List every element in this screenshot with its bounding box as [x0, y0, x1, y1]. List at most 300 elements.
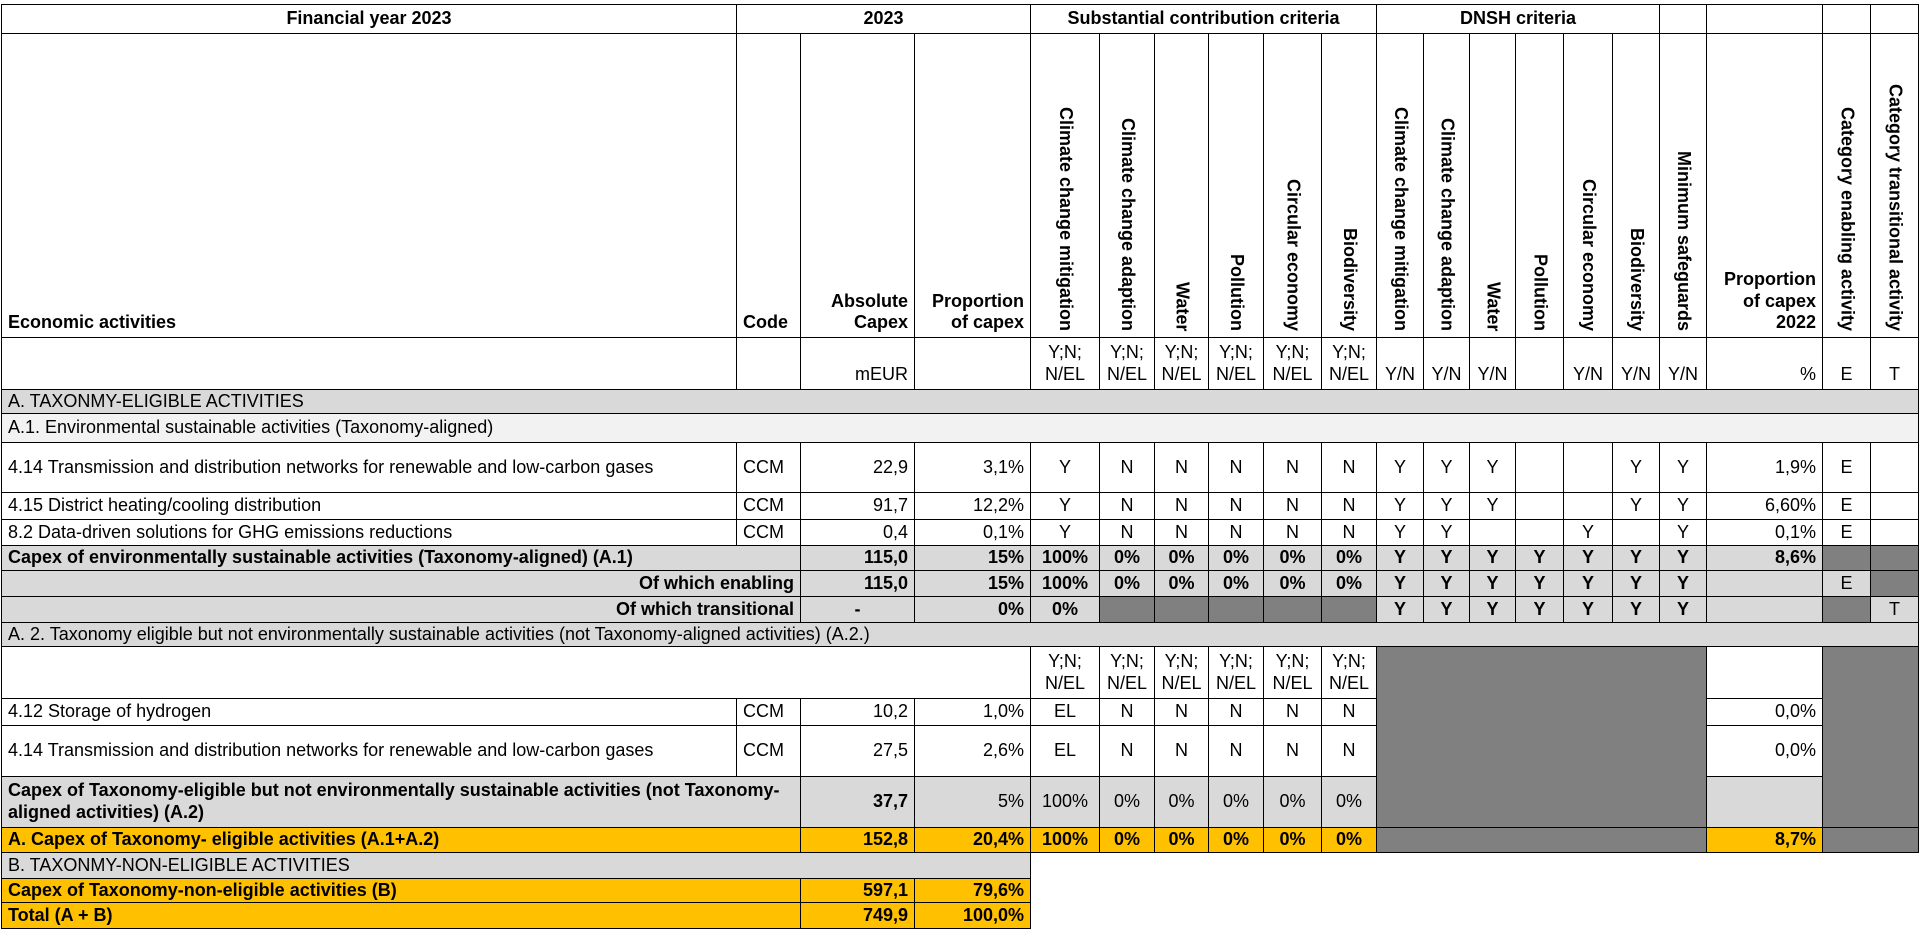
units-sc-text: Y;N; N/EL [1272, 341, 1313, 384]
a1-total-abs [800, 545, 915, 571]
transitional-t-text: T [1889, 598, 1900, 619]
activity-name-text: 4.12 Storage of hydrogen [8, 701, 212, 722]
section-a-text: A. TAXONMY-ELIGIBLE ACTIVITIES [8, 390, 304, 411]
transitional-abs-text: - [854, 598, 861, 619]
dnsh-value [1659, 519, 1707, 546]
sc-value-text: N [1342, 701, 1356, 722]
p2022-value-text: 0,0% [1774, 740, 1816, 761]
sc-value [1208, 519, 1264, 546]
sc-value-text: Y [1058, 521, 1071, 542]
a2-total-sc [1099, 776, 1155, 828]
a1-total-dnsh-text: Y [1676, 547, 1689, 568]
a2-total-prop-text: 5% [997, 791, 1024, 812]
shaded-cell [1822, 545, 1871, 571]
sc-value [1321, 442, 1377, 493]
shaded-cell [1154, 596, 1209, 623]
p2022-value-text: 0,0% [1774, 701, 1816, 722]
dnsh-value [1423, 492, 1470, 520]
enabling-p2022 [1706, 570, 1823, 597]
enabling-dnsh [1563, 570, 1613, 597]
dnsh-value [1376, 442, 1424, 493]
units-blank [914, 337, 1031, 390]
header-blank [1706, 4, 1823, 34]
activity-code [736, 698, 801, 726]
enabling-sc [1263, 570, 1322, 597]
sc-value-text: N [1175, 740, 1188, 761]
enabling-sc-text: 0% [1222, 572, 1249, 593]
dnsh-column-header-text: Climate change mitigation [1390, 106, 1411, 331]
enabling-header [1822, 33, 1871, 338]
dnsh-value [1612, 519, 1660, 546]
units-dnsh-text: Y/N [1620, 364, 1651, 385]
activity-abs-text: 27,5 [872, 740, 908, 761]
a2-total-sc-text: 0% [1279, 791, 1306, 812]
p2022-value [1706, 725, 1823, 777]
b-row-label-text: Capex of Taxonomy-non-eligible activities (B) [8, 879, 397, 900]
dnsh-value [1515, 492, 1564, 520]
enabling-dnsh [1659, 570, 1707, 597]
sc-value-text: N [1229, 701, 1243, 722]
section-a2 [1, 622, 1919, 647]
dnsh-value-text: Y [1676, 456, 1689, 477]
a-total-sc [1030, 827, 1100, 853]
units-e [1822, 337, 1871, 390]
dnsh-value [1515, 442, 1564, 493]
activity-prop [914, 442, 1031, 493]
activity-prop [914, 698, 1031, 726]
sc-value [1099, 492, 1155, 520]
enabling-value [1822, 442, 1871, 493]
transitional-label-text: Of which transitional [615, 598, 794, 619]
a1-total-sc [1208, 545, 1264, 571]
dnsh-criteria-header [1376, 4, 1660, 34]
sc-value-text: EL [1053, 740, 1077, 761]
sc-column-header-text: Water [1172, 281, 1193, 331]
activity-code-text: CCM [743, 521, 784, 542]
sc-value-text: Y [1058, 495, 1071, 516]
a1-total-sc-text: 0% [1168, 547, 1195, 568]
sc-value-text: N [1120, 521, 1134, 542]
a-total-sc-text: 0% [1168, 829, 1195, 850]
units-dnsh-text: Y/N [1572, 364, 1603, 385]
sc-value-text: N [1286, 495, 1299, 516]
dnsh-value-text: Y [1629, 456, 1642, 477]
a2-total-sc-text: 0% [1222, 791, 1249, 812]
units-dnsh [1423, 337, 1470, 390]
sc-value-text: N [1342, 521, 1356, 542]
units-sc [1321, 337, 1377, 390]
dnsh-value [1515, 519, 1564, 546]
enabling-e [1822, 570, 1871, 597]
enabling-dnsh [1376, 570, 1424, 597]
dnsh-value-text: Y [1581, 521, 1594, 542]
shaded-cell [1263, 596, 1322, 623]
transitional-value [1870, 442, 1919, 493]
units-sc-text: Y;N; N/EL [1215, 341, 1257, 384]
a2-total-sc [1154, 776, 1209, 828]
a2-units-sc-text: Y;N; N/EL [1215, 650, 1257, 693]
sc-column-header [1099, 33, 1155, 338]
activity-abs-text: 10,2 [872, 701, 908, 722]
code-header [736, 33, 801, 338]
p2022-value-text: 0,1% [1774, 521, 1816, 542]
activity-code [736, 442, 801, 493]
total-prop [914, 902, 1031, 929]
enabling-dnsh-text: Y [1581, 572, 1594, 593]
a1-total-prop-text: 15% [987, 547, 1024, 568]
a2-total-sc-text: 0% [1335, 791, 1362, 812]
sc-column-header-text: Circular economy [1283, 178, 1304, 331]
enabling-sc-text: 0% [1335, 572, 1362, 593]
dnsh-value [1376, 519, 1424, 546]
a1-total-dnsh [1376, 545, 1424, 571]
enabling-value [1822, 492, 1871, 520]
enabling-dnsh-text: Y [1486, 572, 1499, 593]
activity-prop-text: 3,1% [982, 456, 1024, 477]
activity-code-text: CCM [743, 495, 784, 516]
a1-total-label [1, 545, 801, 571]
enabling-label-text: Of which enabling [638, 572, 794, 593]
units-pct-text: % [1799, 364, 1816, 385]
activity-prop-text: 2,6% [982, 740, 1024, 761]
proportion-2022-header-text: Proportion of capex 2022 [1724, 269, 1816, 333]
header-blank [1659, 4, 1707, 34]
sc-column-header [1263, 33, 1322, 338]
a-total-sc [1208, 827, 1264, 853]
units-blank [1, 337, 737, 390]
dnsh-value [1469, 492, 1516, 520]
sc-value [1321, 725, 1377, 777]
a2-total-sc [1321, 776, 1377, 828]
sc-value [1208, 492, 1264, 520]
enabling-abs-text: 115,0 [863, 572, 908, 593]
dnsh-value [1423, 519, 1470, 546]
shaded-cell [1321, 596, 1377, 623]
section-b-text: B. TAXONMY-NON-ELIGIBLE ACTIVITIES [8, 854, 350, 875]
sc-value-text: N [1229, 521, 1243, 542]
activity-prop [914, 519, 1031, 546]
total-abs-text: 749,9 [862, 904, 908, 925]
dnsh-value [1469, 519, 1516, 546]
enabling-sc [1030, 570, 1100, 597]
a2-total-sc-text: 0% [1113, 791, 1140, 812]
shaded-block [1822, 646, 1919, 828]
units-dnsh-text: Y/N [1667, 364, 1698, 385]
a1-total-sc [1154, 545, 1209, 571]
sc-column-header [1321, 33, 1377, 338]
transitional-dnsh-text: Y [1581, 598, 1594, 619]
proportion-2022-header [1706, 33, 1823, 338]
a1-total-dnsh-text: Y [1486, 547, 1499, 568]
substantial-criteria-header-text: Substantial contribution criteria [1067, 8, 1340, 29]
sc-value [1154, 698, 1209, 726]
sc-column-header-text: Pollution [1226, 254, 1247, 331]
a-total-sc [1099, 827, 1155, 853]
economic-activities-header [1, 33, 737, 338]
dnsh-column-header [1659, 33, 1707, 338]
sc-value-text: N [1229, 740, 1243, 761]
activity-code-text: CCM [743, 456, 784, 477]
dnsh-value [1659, 442, 1707, 493]
shaded-cell [1376, 827, 1707, 853]
sc-value [1030, 492, 1100, 520]
activity-name [1, 442, 737, 493]
transitional-dnsh [1469, 596, 1516, 623]
shaded-cell [1822, 596, 1871, 623]
transitional-dnsh [1659, 596, 1707, 623]
activity-code-text: CCM [743, 701, 784, 722]
sc-value-text: N [1229, 495, 1243, 516]
a2-total-sc-text: 0% [1168, 791, 1195, 812]
b-row-abs [800, 878, 915, 903]
a1-total-dnsh-text: Y [1393, 547, 1406, 568]
units-sc [1154, 337, 1209, 390]
units-dnsh [1515, 337, 1564, 390]
sc-value [1321, 698, 1377, 726]
year-header [736, 4, 1031, 34]
transitional-dnsh [1563, 596, 1613, 623]
a-total-sc-text: 0% [1113, 829, 1140, 850]
units-e-text: E [1840, 364, 1853, 385]
dnsh-value [1612, 492, 1660, 520]
sc-value [1099, 442, 1155, 493]
dnsh-value-text: Y [1676, 521, 1689, 542]
a1-total-label-text: Capex of environmentally sustainable activities (Taxonomy-aligned) (A.1) [8, 547, 633, 568]
sc-column-header [1208, 33, 1264, 338]
a1-total-dnsh-text: Y [1440, 547, 1453, 568]
dnsh-value [1659, 492, 1707, 520]
enabling-dnsh-text: Y [1676, 572, 1689, 593]
a1-total-sc-text: 0% [1113, 547, 1140, 568]
a-total-p2022-text: 8,7% [1774, 829, 1816, 850]
enabling-e-text: E [1840, 572, 1853, 593]
dnsh-value-text: Y [1393, 495, 1406, 516]
a-total-sc-text: 0% [1222, 829, 1249, 850]
sc-value-text: N [1175, 495, 1188, 516]
dnsh-value-text: Y [1393, 456, 1406, 477]
total-prop-text: 100,0% [962, 904, 1024, 925]
dnsh-column-header [1515, 33, 1564, 338]
activity-code [736, 725, 801, 777]
activity-abs-text: 91,7 [872, 495, 908, 516]
enabling-prop-text: 15% [987, 572, 1024, 593]
a-total-label [1, 827, 801, 853]
sc-value-text: N [1175, 701, 1188, 722]
activity-code [736, 519, 801, 546]
units-t [1870, 337, 1919, 390]
dnsh-column-header [1423, 33, 1470, 338]
activity-name [1, 725, 737, 777]
section-b [1, 852, 1031, 879]
a-total-abs-text: 152,8 [862, 829, 908, 850]
a2-total-prop [914, 776, 1031, 828]
transitional-value [1870, 492, 1919, 520]
enabling-dnsh-text: Y [1440, 572, 1453, 593]
sc-value-text: Y [1058, 456, 1071, 477]
enabling-dnsh [1423, 570, 1470, 597]
enabling-value-text: E [1840, 456, 1853, 477]
dnsh-value-text: Y [1440, 456, 1453, 477]
units-dnsh-text: Y/N [1431, 364, 1462, 385]
sc-column-header-text: Climate change mitigation [1055, 106, 1076, 331]
sc-value [1263, 698, 1322, 726]
a-total-sc-text: 100% [1041, 829, 1089, 850]
total-abs [800, 902, 915, 929]
units-dnsh [1376, 337, 1424, 390]
enabling-header-text: Category enabling activity [1837, 106, 1858, 331]
activity-name-text: 4.14 Transmission and distribution networks for renewable and low-carbon gases [8, 740, 654, 761]
substantial-criteria-header [1030, 4, 1377, 34]
units-t-text: T [1889, 364, 1900, 385]
sc-value-text: N [1120, 495, 1134, 516]
sc-value-text: N [1286, 521, 1299, 542]
dnsh-value [1423, 442, 1470, 493]
a2-total-sc [1263, 776, 1322, 828]
dnsh-column-header-text: Minimum safeguards [1673, 150, 1694, 331]
proportion-capex-header [914, 33, 1031, 338]
enabling-sc [1208, 570, 1264, 597]
a1-total-sc [1321, 545, 1377, 571]
activity-abs-text: 22,9 [872, 456, 908, 477]
dnsh-column-header-text: Climate change adaption [1437, 117, 1458, 331]
a2-units-sc-text: Y;N; N/EL [1328, 650, 1370, 693]
sc-column-header-text: Climate change adaption [1117, 117, 1138, 331]
enabling-dnsh-text: Y [1393, 572, 1406, 593]
a1-total-p2022-text: 8,6% [1774, 547, 1816, 568]
dnsh-column-header [1612, 33, 1660, 338]
sc-value-text: N [1342, 495, 1356, 516]
sc-value-text: N [1120, 701, 1134, 722]
dnsh-value-text: Y [1440, 521, 1453, 542]
a2-total-abs-text: 37,7 [872, 791, 908, 812]
activity-abs [800, 519, 915, 546]
sc-value-text: N [1120, 740, 1134, 761]
b-row-label [1, 878, 801, 903]
a1-total-dnsh [1563, 545, 1613, 571]
activity-prop [914, 725, 1031, 777]
code-header-text: Code [743, 312, 788, 333]
sc-value-text: N [1286, 456, 1299, 477]
p2022-value-text: 1,9% [1774, 456, 1816, 477]
sc-value [1030, 725, 1100, 777]
sc-value [1208, 725, 1264, 777]
dnsh-value-text: Y [1629, 495, 1642, 516]
a1-total-sc [1263, 545, 1322, 571]
a1-total-sc [1099, 545, 1155, 571]
enabling-sc [1099, 570, 1155, 597]
sc-value [1321, 492, 1377, 520]
sc-value [1030, 698, 1100, 726]
shaded-cell [1870, 545, 1919, 571]
dnsh-value-text: Y [1676, 495, 1689, 516]
sc-value [1154, 519, 1209, 546]
activity-abs [800, 725, 915, 777]
transitional-header-text: Category transitional activity [1885, 83, 1906, 331]
transitional-dnsh-text: Y [1393, 598, 1406, 619]
units-sc-text: Y;N; N/EL [1044, 341, 1086, 384]
a2-units-sc [1263, 646, 1322, 699]
enabling-sc [1154, 570, 1209, 597]
sc-value [1263, 492, 1322, 520]
enabling-sc-text: 100% [1041, 572, 1089, 593]
transitional-t [1870, 596, 1919, 623]
a1-total-dnsh-text: Y [1533, 547, 1546, 568]
a2-units-sc [1208, 646, 1264, 699]
absolute-capex-header [800, 33, 915, 338]
activity-abs-text: 0,4 [882, 521, 908, 542]
a-total-sc [1321, 827, 1377, 853]
enabling-abs [800, 570, 915, 597]
sc-value [1099, 725, 1155, 777]
dnsh-column-header-text: Biodiversity [1626, 227, 1647, 331]
a1-total-abs-text: 115,0 [863, 547, 908, 568]
dnsh-column-header-text: Water [1483, 281, 1504, 331]
a2-units-sc-text: Y;N; N/EL [1272, 650, 1313, 693]
dnsh-value [1563, 492, 1613, 520]
activity-name [1, 519, 737, 546]
sc-value-text: N [1286, 701, 1299, 722]
dnsh-column-header [1376, 33, 1424, 338]
activity-name-text: 4.14 Transmission and distribution networks for renewable and low-carbon gases [8, 456, 654, 477]
units-sc-text: Y;N; N/EL [1161, 341, 1202, 384]
absolute-capex-header-text: Absolute Capex [830, 290, 908, 333]
units-sc [1030, 337, 1100, 390]
sc-value [1154, 492, 1209, 520]
activity-abs [800, 442, 915, 493]
transitional-sc [1030, 596, 1100, 623]
a1-total-sc-text: 0% [1335, 547, 1362, 568]
dnsh-column-header [1469, 33, 1516, 338]
dnsh-value-text: Y [1440, 495, 1453, 516]
sc-value [1099, 519, 1155, 546]
a2-total-p2022 [1706, 776, 1823, 828]
a1-total-dnsh [1612, 545, 1660, 571]
p2022-value [1706, 492, 1823, 520]
p2022-value [1706, 698, 1823, 726]
sc-value [1208, 442, 1264, 493]
shaded-cell [1870, 570, 1919, 597]
a1-total-sc [1030, 545, 1100, 571]
activity-prop-text: 1,0% [982, 701, 1024, 722]
a2-units-sc [1099, 646, 1155, 699]
units-sc-text: Y;N; N/EL [1106, 341, 1148, 384]
total-label-text: Total (A + B) [8, 904, 113, 925]
a1-total-dnsh [1469, 545, 1516, 571]
sc-value-text: N [1175, 521, 1188, 542]
units-abs [800, 337, 915, 390]
activity-name [1, 698, 737, 726]
total-label [1, 902, 801, 929]
section-a [1, 389, 1919, 414]
sc-value-text: N [1342, 740, 1356, 761]
units-pct [1706, 337, 1823, 390]
a2-total-abs [800, 776, 915, 828]
a2-total-label-text: Capex of Taxonomy-eligible but not environmentally sustainable activities (not Taxonomy-aligned activities) (A.2) [8, 780, 780, 822]
units-dnsh-text: Y/N [1384, 364, 1415, 385]
dnsh-column-header-text: Pollution [1530, 254, 1551, 331]
transitional-dnsh [1423, 596, 1470, 623]
section-a1 [1, 413, 1919, 443]
activity-abs [800, 698, 915, 726]
enabling-dnsh [1612, 570, 1660, 597]
enabling-dnsh [1515, 570, 1564, 597]
units-dnsh-text: Y/N [1477, 364, 1508, 385]
enabling-sc-text: 0% [1279, 572, 1306, 593]
shaded-cell [1099, 596, 1155, 623]
header-blank [1822, 4, 1871, 34]
a2-units-sc-text: Y;N; N/EL [1044, 650, 1086, 693]
enabling-sc-text: 0% [1168, 572, 1195, 593]
